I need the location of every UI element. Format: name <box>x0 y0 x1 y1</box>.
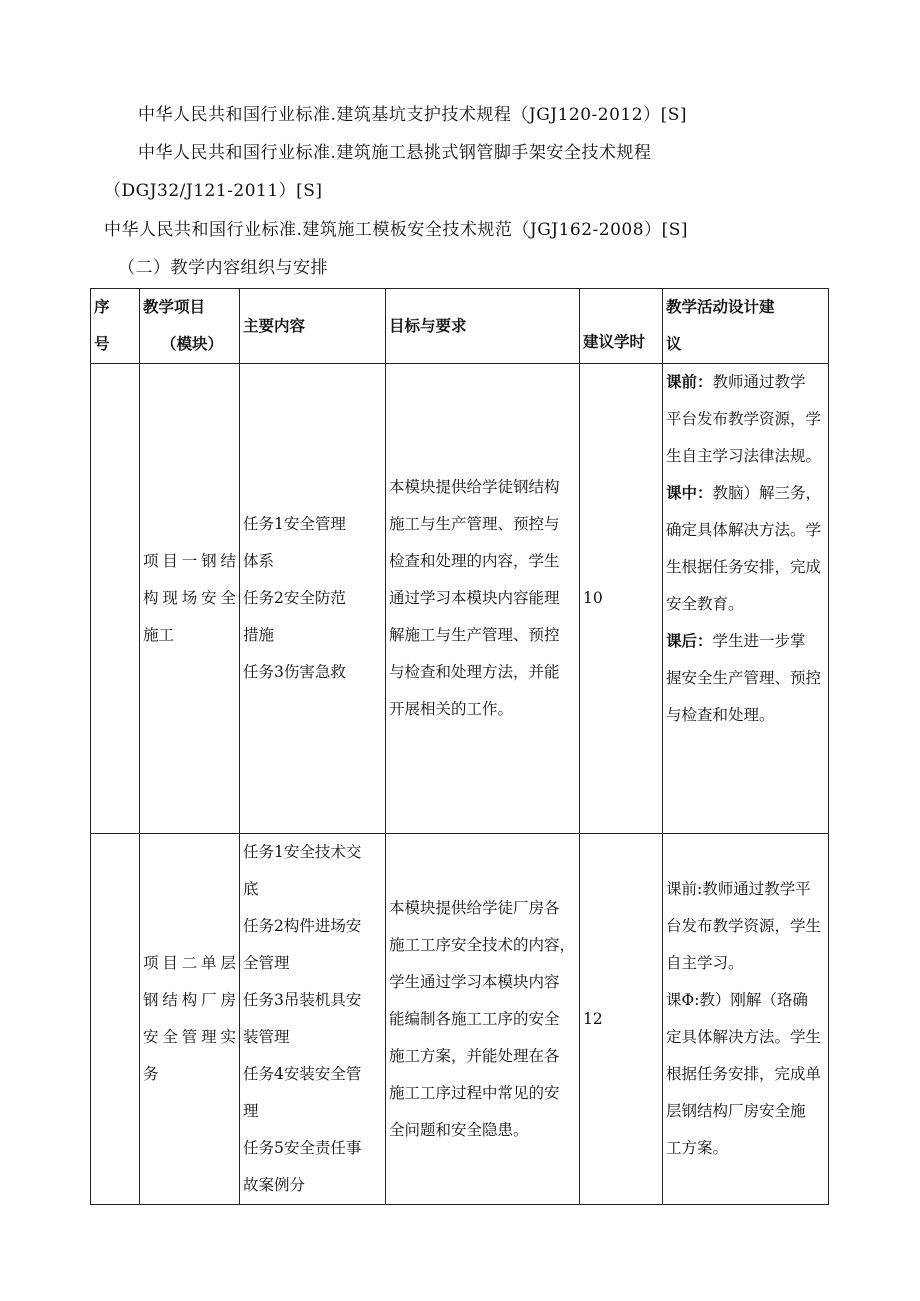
header-content: 主要内容 <box>240 289 386 364</box>
pre-class-label: 课前： <box>666 373 713 391</box>
row2-seq <box>91 834 140 1205</box>
row1-activity: 课前：教师通过教学 平台发布教学资源，学 生自主学习法律法规。 课中：教脑）解三务， 确定具体解决方法。学 生根据任务安排，完成 安全教育。 课后：学生进一步掌 握安全生产管理、预控 与检查和处理。 <box>663 364 829 834</box>
header-seq: 序 号 <box>91 289 140 364</box>
row2-project: 项目二单层 钢结构厂房 安全管理实 务 <box>140 834 240 1205</box>
reference-line-2: 中华人民共和国行业标准.建筑施工悬挑式钢管脚手架安全技术规程 <box>138 143 652 163</box>
reference-line-3: 中华人民共和国行业标准.建筑施工模板安全技术规范（JGJ162-2008）[S] <box>104 220 688 240</box>
table-row <box>91 364 829 834</box>
row1-seq <box>91 364 140 834</box>
post-class-label: 课后： <box>666 632 713 650</box>
row2-activity: 课前:教师通过教学平 台发布教学资源，学生 自主学习。 课Φ:教）刚解（珞确 定具体解决方法。学生 根据任务安排，完成单 层钢结构厂房安全施 工方案。 <box>663 834 829 1205</box>
row1-hours: 10 <box>580 364 663 834</box>
teaching-plan-table <box>90 288 829 1205</box>
row1-goals: 本模块提供给学徒钢结构 施工与生产管理、预控与 检查和处理的内容，学生 通过学习本模块内容能理 解施工与生产管理、预控 与检查和处理方法，并能 开展相关的工作。 <box>386 364 580 834</box>
reference-line-1: 中华人民共和国行业标准.建筑基坑支护技术规程（JGJ120-2012）[S] <box>138 105 687 125</box>
header-hours: 建议学时 <box>580 289 663 364</box>
row1-content: 任务1安全管理 体系 任务2安全防范 措施 任务3伤害急救 <box>240 364 386 834</box>
header-activity: 教学活动设计建 议 <box>663 289 829 364</box>
header-goals: 目标与要求 <box>386 289 580 364</box>
reference-line-2-cont: （DGJ32/J121-2011）[S] <box>104 181 323 201</box>
header-project: 教学项目 （模块） <box>140 289 240 364</box>
row2-hours: 12 <box>580 834 663 1205</box>
table-header-row <box>91 289 829 364</box>
section-heading: （二）教学内容组织与安排 <box>118 258 328 278</box>
row2-content: 任务1安全技术交 底 任务2构件进场安 全管理 任务3吊装机具安 装管理 任务4安装安全管 理 任务5安全责任事 故案例分 <box>240 834 386 1205</box>
table-row <box>91 834 829 1205</box>
row1-project: 项目一钢结 构现场安全 施工 <box>140 364 240 834</box>
row2-goals: 本模块提供给学徒厂房各 施工工序安全技术的内容， 学生通过学习本模块内容 能编制各施工工序的安全 施工方案，并能处理在各 施工工序过程中常见的安 全问题和安全隐患。 <box>386 834 580 1205</box>
in-class-label: 课中： <box>666 484 713 502</box>
